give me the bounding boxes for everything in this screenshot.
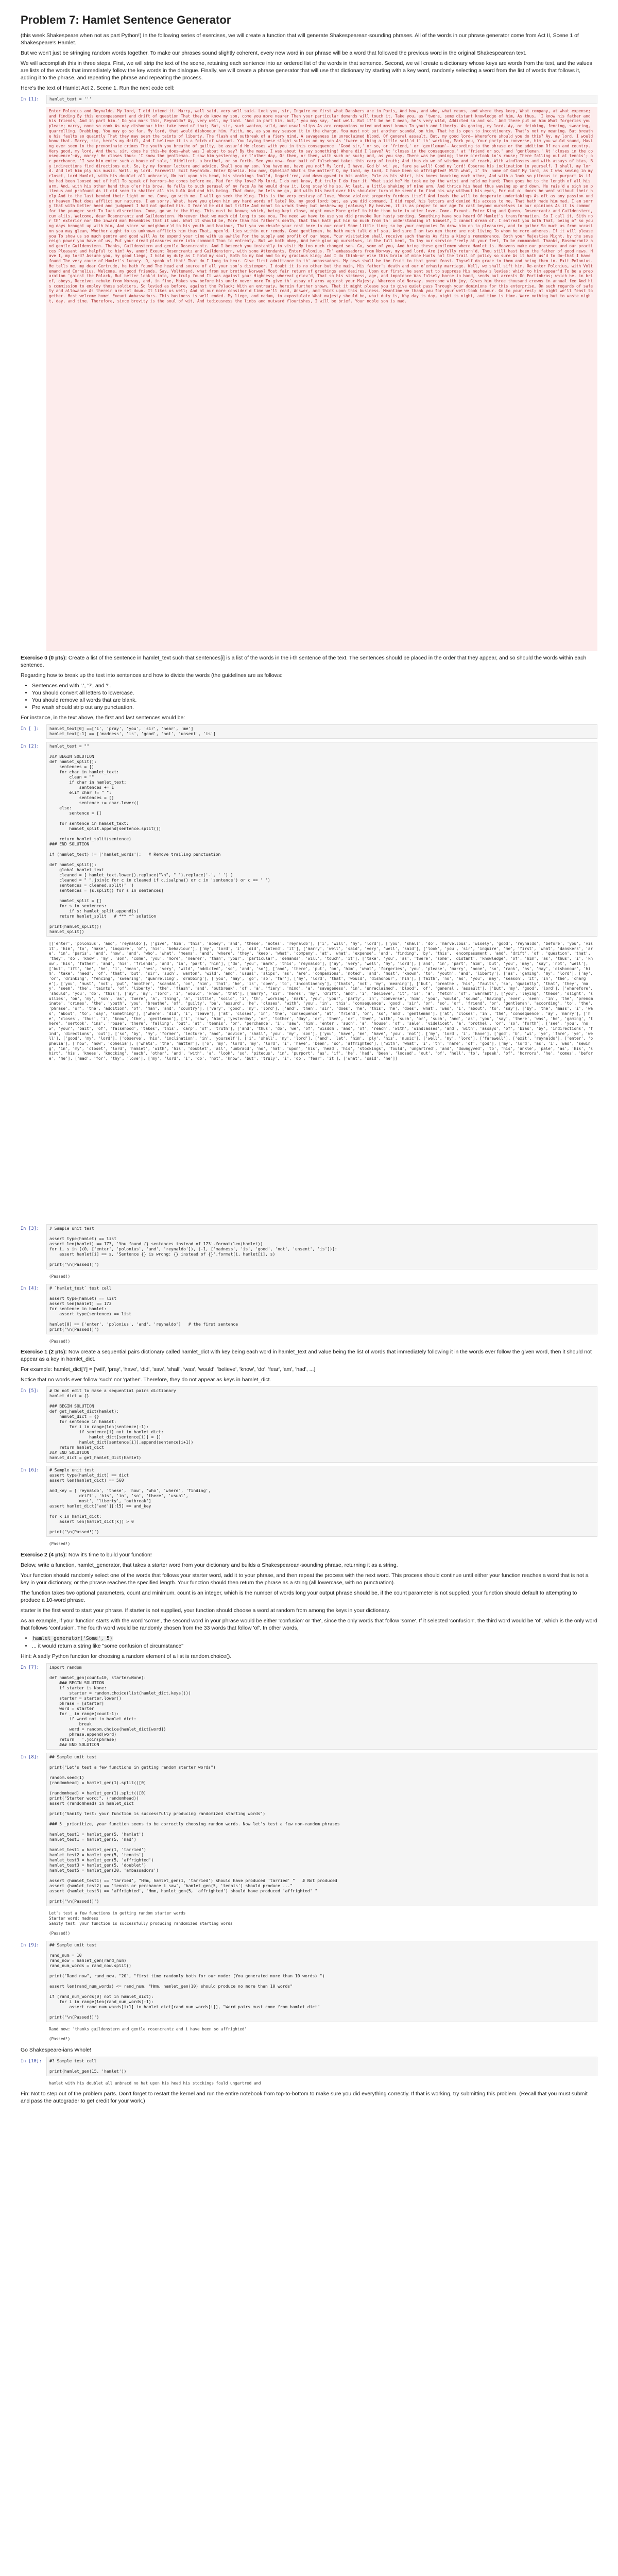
- output-final: [21, 2079, 597, 2088]
- cell-prompt: In [5]:: [21, 1388, 39, 1394]
- cell-prompt: In [9]:: [21, 1942, 39, 1948]
- code-cell-hamlet-dict[interactable]: [21, 1386, 597, 1463]
- exercise-1-text: Now create a sequential pairs dictionary called hamlet_dict with key being each word in hamlet_text and value being the list of words that immediately following it in the words ever follow the given word, then it should not appear as a key in hamlet_dict.: [21, 1349, 592, 1363]
- cell-prompt: In [4]:: [21, 1285, 39, 1291]
- exercise-2-examples: [32, 1635, 597, 1650]
- cell-prompt: In [1]:: [21, 97, 39, 102]
- code-cell-hamlet-split[interactable]: [21, 742, 597, 937]
- code-editor[interactable]: hamlet_text = "" ### BEGIN SOLUTION def hamlet_split(): sentences = [] for char in hamlet_text: clean = "" if char in hamlet_text: sentences += 1 elif char != " ": sentences = [] sentence += char.lower() else: sentence = [] for sentence in hamlet_text: hamlet_split.append(sentence.split()) return hamlet_split(sentence) ### END SOLUTION if (hamlet_text) != ['hamlet_words']: # Remove trailing punctuation def hamlet_split(): global hamlet_text cleaned = [ hamlet_text.lower().replace("\n", " ").replace('-', ' ') ] cleaned = " ".join(c for c in cleaned if c.isalpha() or c in 'sentence') or c == ' ') sentences = cleaned.split(' ') sentences = [s.split() for s in sentences] hamlet_split = [] for s in sentences: if s: hamlet_split.append(s) return hamlet_split # *** ^^ solution print(hamlet_split()) hamlet_split(): [46, 742, 597, 937]
- code-editor[interactable]: import random def hamlet_gen(count=10, starter=None): ### BEGIN SOLUTION if starter is None: starter = random.choice(list(hamlet_dict.keys())) starter = starter.lower() phrase = [starter] word = starter for _ in range(count-1): if word not in hamlet_dict: break word = random.choice(hamlet_dict[word]) phrase.append(word) return ' '.join(phrase) ### END SOLUTION: [46, 1663, 597, 1750]
- rule-item: • Pre wash should strip out any punctuation.: [32, 704, 597, 711]
- intro-paragraph-4: Here's the text of Hamlet Act 2, Scene 1. Run the next code cell:: [21, 85, 175, 91]
- output-test-2: [21, 1337, 597, 1346]
- output-prompt: [21, 1540, 46, 1548]
- output-test-3: [21, 1540, 597, 1548]
- exercise-2-text: Now it's time to build your function!: [68, 1552, 152, 1558]
- code-cell-hamlet-text[interactable]: [21, 95, 597, 104]
- code-cell-test-3[interactable]: [21, 1466, 597, 1537]
- intro-paragraph-1: (this week Shakespeare when not as part Python!) In the following series of exercises, we will create a function that will generate Shakespearean-sounding phrases. All of the words in our phrase generator come from Act II, Scene 1 of Shakespeare's Hamlet.: [21, 32, 579, 46]
- exercise-1-note: Notice that no words ever follow 'such' nor 'gather'. Therefore, they do not appear as keys in hamlet_dict.: [21, 1377, 271, 1383]
- cell-prompt: In [ ]:: [21, 726, 39, 732]
- exercise-0-description: [21, 654, 597, 669]
- output-text: hamlet with his doublet all unbracd no hat upon his head his stockings fould ungartred and: [49, 2080, 261, 2086]
- exercise-1-description: [21, 1348, 597, 1363]
- output-test-1: [21, 1273, 597, 1281]
- code-editor[interactable]: ## Sample unit test rand_num = 10 rand_now = hamlet_gen(rand_num) rand_num_words = rand_now.split() print("Rand now", rand_now, "20", "first time randomly both for our mode: (You generated more than 10 words) ") assert len(rand_num_words) <= rand_num, "Hmm, hamlet_gen(10) should produce no more than 10 words" if (rand_num_words[0] not in hamlet_dict): for i in range(len(rand_num_words)-1): assert rand_num_words[i+1] in hamlet_dict[rand_num_words[i]], "Word pairs must come from hamlet_dict" print("\n(Passed!)"): [46, 1941, 597, 2022]
- output-prompt: [21, 107, 46, 651]
- output-prompt: [21, 1273, 46, 1281]
- exercise-2-hint: Hint: A sadly Python function for choosing a random element of a list is random.choice().: [21, 1653, 232, 1660]
- example-item: [32, 1635, 597, 1642]
- exercise-0-rules-intro: Regarding how to break up the text into sentences and how to divide the words (the guidelines are as follows:: [21, 672, 283, 679]
- cell-prompt: In [7]:: [21, 1665, 39, 1671]
- code-cell-test-2[interactable]: [21, 1284, 597, 1334]
- output-prompt: [21, 1909, 46, 1938]
- final-note: Fin: Not to step out of the problem parts. Don't forget to restart the kernel and run the entire notebook from top-to-bottom to make sure you did everything correctly. If that is working, try submitting this problem. (Recall that you must submit and pass the autograder to get credit for your work.): [21, 2091, 588, 2105]
- code-editor[interactable]: hamlet_text[0] ==['i', 'pray', 'you', 'sir', 'hear', 'me'] hamlet_text[-1] == ['madness', 'is', 'good', 'not', 'unsent', 'is']: [46, 724, 597, 739]
- output-hamlet-text: [21, 107, 597, 651]
- output-prompt: [21, 1337, 46, 1346]
- output-text: (Passed!): [49, 1274, 71, 1279]
- code-editor[interactable]: # `hamlet_test` test cell assert type(hamlet) == list assert len(hamlet) == 173 for sentence in hamlet: assert type(sentence) == list hamlet[0] == ['enter', 'polonius', 'and', 'reynaldo'] # the first sentence print("\n(Passed!)"): [46, 1284, 597, 1334]
- exercise-2-p3: The function takes two optional parameters, count and minimum. count is an integer, which is the number of words long your output phrase should be, if the count parameter is not supplied, your function should default to attempting to produce a 10-word phrase.: [21, 1590, 577, 1604]
- code-cell-test-1[interactable]: [21, 1224, 597, 1269]
- output-text: [['enter', 'polonius', 'and', 'reynaldo'], ['give', 'him', 'this', 'money', 'and', 'these', 'notes', 'reynaldo'], ['i', 'will', 'my', 'lord'], ['you', 'shall', 'do', 'marvellous', 'wisely', 'good', 'reynaldo', 'before', 'you', 'visit', 'him', 'to', 'make', 'inquire', 'of', 'his', 'behaviour'], ['my', 'lord', 'i', 'did', 'intend', 'it'], ['marry', 'well', 'said', 'very', 'well', 'said'], ['look', 'you', 'sir', 'inquire', 'me', 'first', 'what', 'danskers', 'are', 'in', 'paris', 'and', 'how', 'and', 'who', 'what', 'means', 'and', 'where', 'they', 'keep', 'what', 'company', 'at', 'what', 'expense', 'and', 'finding', 'by', 'this', 'encompassment', 'and', 'drift', 'of', 'question', 'that', 'they', 'do', 'know', 'my', 'son', 'come', 'you', 'more', 'nearer', 'than', 'your', 'particular', 'demands', 'will', 'touch', 'it'], ['take', 'you', 'as', 'twere', 'some', 'distant', 'knowledge', 'of', 'him', 'as', 'thus', 'i', 'know', 'his', 'father', 'and', 'his', 'friends', 'and', 'in', 'part', 'him'], ['do', 'you', 'mark', 'this', 'reynaldo'], ['ay', 'very', 'well', 'my', 'lord'], ['and', 'in', 'part', 'him', 'but', 'you', 'may', 'say', 'not', 'well'], ['but', 'ift', 'be', 'he', 'i', 'mean', 'hes', 'very', 'wild', 'addicted', 'so', 'and', 'so'], ['and', 'there', 'put', 'on', 'him', 'what', 'forgeries', 'you', 'please', 'marry', 'none', 'so', 'rank', 'as', 'may', 'dishonour', 'him', 'take', 'heed', 'of', 'that', 'but', 'sir', 'such', 'wanton', 'wild', 'and', 'usual', 'slips', 'as', 'are', 'companions', 'noted', 'and', 'most', 'known', 'to', 'youth', 'and', 'liberty'], ['as', 'gaming', 'my', 'lord'], ['ay', 'or', 'drinking', 'fencing', 'swearing', 'quarrelling', 'drabbing'], ['you', 'may', 'go', 'so', 'far'], ['my', 'lord', 'that', 'would', 'dishonour', 'him'], ['faith', 'no', 'as', 'you', 'may', 'season', 'it', 'in', 'the', 'charge'], ['you', 'must', 'not', 'put', 'another', 'scandal', 'on', 'him', 'that', 'he', 'is', 'open', 'to', 'incontinency'], ['thats', 'not', 'my', 'meaning'], ['but', 'breathe', 'his', 'faults', 'so', 'quaintly', 'that', 'they', 'may', 'seem', 'the', 'taints', 'of', 'liberty', 'the', 'flash', 'and', 'outbreak', 'of', 'a', 'fiery', 'mind', 'a', 'savageness', 'in', 'unreclaimed', 'blood', 'of', 'general', 'assault'], ['but', 'my', 'good', 'lord'], ['wherefore', 'should', 'you', 'do', 'this'], ['ay', 'my', 'lord', 'i', 'would', 'know', 'that'], ['marry', 'sir', 'heres', 'my', 'drift', 'and', 'i', 'believe', 'it', 'is', 'a', 'fetch', 'of', 'warrant'], ['you', 'laying', 'these', 'slight', 'sullies', 'on', 'my', 'son', 'as', 'twere', 'a', 'thing', 'a', 'little', 'soild', 'i', 'th', 'working', 'mark', 'you', 'your', 'party', 'in', 'converse', 'him', 'you', 'would', 'sound', 'having', 'ever', 'seen', 'in', 'the', 'prenominate', 'crimes', 'the', 'youth', 'you', 'breathe', 'of', 'guilty', 'be', 'assurd', 'he', 'closes', 'with', 'you', 'in', 'this', 'consequence', 'good', 'sir', 'or', 'so', 'or', 'friend', 'or', 'gentleman', 'according', 'to', 'the', 'phrase', 'or', 'the', 'addition', 'of', 'man', 'and', 'country'], ['very', 'good', 'my', 'lord'], ['and', 'then', 'sir', 'does', 'he', 'this', 'he', 'does', 'what', 'was', 'i', 'about', 'to', 'say'], ['by', 'the', 'mass', 'i', 'was', 'about', 'to', 'say', 'something'], ['where', 'did', 'i', 'leave'], ['at', 'closes', 'in', 'the', 'consequence', 'at', 'friend', 'or', 'so', 'and', 'gentleman'], ['at', 'closes', 'in', 'the', 'consequence', 'ay', 'marry'], ['he', 'closes', 'thus', 'i', 'know', 'the', 'gentleman'], ['i', 'saw', 'him', 'yesterday', 'or', 'tother', 'day', 'or', 'then', 'or', 'then', 'with', 'such', 'or', 'such', 'and', 'as', 'you', 'say', 'there', 'was', 'he', 'gaming', 'there', 'oertook', 'ins', 'rouse', 'there', 'falling', 'out', 'at', 'tennis', 'or', 'perchance', 'i', 'saw', 'him', 'enter', 'such', 'a', 'house', 'of', 'sale', 'videlicet', 'a', 'brothel', 'or', 'so', 'forth'], ['see', 'you', 'now', 'your', 'bait', 'of', 'falsehood', 'takes', 'this', 'carp', 'of', 'truth'], ['and', 'thus', 'do', 'we', 'of', 'wisdom', 'and', 'of', 'reach', 'with', 'windlasses', 'and', 'with', 'assays', 'of', 'bias', 'by', 'indirections', 'find', 'directions', 'out'], ['so', 'by', 'my', 'former', 'lecture', 'and', 'advice', 'shall', 'you', 'my', 'son'], ['you', 'have', 'me', 'have', 'you', 'not'], ['my', 'lord', 'i', 'have'], ['god', 'b', 'wi', 'ye', 'fare', 'ye', 'well'], ['good', 'my', 'lord'], ['observe', 'his', 'inclination', 'in', 'yourself'], ['i', 'shall', 'my', 'lord'], ['and', 'let', 'him', 'ply', 'his', 'music'], ['well', 'my', 'lord'], ['farewell'], ['exit', 'reynaldo'], ['enter', 'ophelia'], ['how', 'now', 'ophelia'], ['whats', 'the', 'matter'], ['o', 'my', 'lord', 'my', 'lord', 'i', 'have', 'been', 'so', 'affrighted'], ['with', 'what', 'i', 'th', 'name', 'of', 'god'], ['my', 'lord', 'as', 'i', 'was', 'sewing', 'in', 'my', 'closet', 'lord', 'hamlet', 'with', 'his', 'doublet', 'all', 'unbracd', 'no', 'hat', 'upon', 'his', 'head', 'his', 'stockings', 'fould', 'ungartred', 'and', 'downgyved', 'to', 'his', 'ankle', 'pale', 'as', 'his', 'shirt', 'his', 'knees', 'knocking', 'each', 'other', 'and', 'with', 'a', 'look', 'so', 'piteous', 'in', 'purport', 'as', 'if', 'he', 'had', 'been', 'loosed', 'out', 'of', 'hell', 'to', 'speak', 'of', 'horrors', 'he', 'comes', 'before', 'me'], ['mad', 'for', 'thy', 'love'], ['my', 'lord', 'i', 'do', 'not', 'know', 'but', 'truly', 'i', 'do', 'fear', 'it'], ['what', 'said', 'he']]: [49, 941, 595, 1061]
- example-item: • ... it would return a string like "some confusion of circumstance": [32, 1642, 597, 1650]
- exercise-0-example-intro: For instance, in the text above, the first and last sentences would be:: [21, 715, 185, 721]
- exercise-2-p2: Your function should randomly select one of the words that follows your starter word, add it to your phrase, and then repeat the process with the next word. This process should continue until either your function reaches a word that is not a key in your dictionary, or the phrase reaches the specified length. Your function should then return the phrase as a string (all lowercase, with no punctuation).: [21, 1572, 589, 1586]
- exercise-0-rules: [32, 682, 597, 711]
- code-cell-test-4[interactable]: [21, 1753, 597, 1906]
- code-editor[interactable]: # Sample unit test assert type(hamlet) == list assert len(hamlet) == 173, 'You found {} sentences instead of 173'.format(len(hamlet)) for i, s in [(0, ['enter', 'polonius', 'and', 'reynaldo']), (-1, ['madness', 'is', 'good', 'not', 'unsent', 'is'])]: assert hamlet[i] == s, 'Sentence {} is wrong: {} instead of {}'.format(i, hamlet[i], s) print("\n(Passed!)"): [46, 1224, 597, 1269]
- exercise-0-text: Create a list of the sentence in hamlet_text such that sentences[i] is a list of the words in the i-th sentence of the text. The sentences should be placed in the order that they appear, and so should the words within each sentence.: [21, 655, 587, 668]
- cell-prompt: In [6]:: [21, 1468, 39, 1473]
- exercise-2-lead: Exercise 2 (4 pts):: [21, 1552, 67, 1558]
- cell-prompt: In [10]:: [21, 2058, 42, 2064]
- code-cell-hamlet-gen[interactable]: [21, 1663, 597, 1750]
- rule-item: • You should remove all words that are blank.: [32, 697, 597, 704]
- exercise-0-lead: Exercise 0 (0 pts):: [21, 655, 67, 661]
- exercise-2-p5: As an example, if your function starts with the word 'so'me', the second word in your phrase would be either 'confusion' or 'the', since the only words that follow 'some'. If it selected 'confusion', the third word would be 'of', which is the only word that follows 'confusion'. The fourth word would be randomly chosen from the 33 words that follow 'of'. In other words,: [21, 1618, 597, 1632]
- code-editor[interactable]: # Sample unit test assert type(hamlet_dict) == dict assert len(hamlet_dict) == 560 and_key = ['reynaldo', 'these', 'how', 'who', 'where', 'finding', 'drift', 'his', 'in', 'so', 'there', 'usual', 'most', 'liberty', 'outbreak'] assert hamlet_dict['and'][:15] == and_key for k in hamlet_dict: assert len(hamlet_dict[k]) > 0 print("\n(Passed!)"): [46, 1466, 597, 1537]
- rule-item: • Sentences end with '.', '?', and '!'.: [32, 682, 597, 689]
- cell-prompt: In [2]:: [21, 744, 39, 749]
- output-hamlet-split: [21, 940, 597, 1221]
- note-after: Go Shakespeare-ians Whole!: [21, 2046, 92, 2053]
- output-test-4: [21, 1909, 597, 1938]
- code-cell-final[interactable]: [21, 2057, 597, 2076]
- output-prompt: [21, 2079, 46, 2088]
- code-editor[interactable]: #? Sample test cell print(hamlet_gen(15, 'hamlet')): [46, 2057, 597, 2076]
- output-prompt: [21, 2025, 46, 2043]
- output-text: (Passed!): [49, 1541, 71, 1547]
- code-cell-example[interactable]: [21, 724, 597, 739]
- cell-prompt: In [3]:: [21, 1226, 39, 1231]
- exercise-2-p4: starter is the first word to start your phrase. If starter is not supplied, your function should choose a word at random from among the keys in your dictionary.: [21, 1607, 390, 1614]
- code-editor[interactable]: # Do not edit to make a sequential pairs dictionary hamlet_dict = {} ### BEGIN SOLUTION def get_hamlet_dict(hamlet): hamlet_dict = {} for sentence in hamlet: for i in range(len(sentence)-1): if sentence[i] not in hamlet_dict: hamlet_dict[sentence[i]] = [] hamlet_dict[sentence[i]].append(sentence[i+1]) return hamlet_dict ### END SOLUTION hamlet_dict = get_hamlet_dict(hamlet): [46, 1386, 597, 1463]
- exercise-2-description: [21, 1551, 597, 1558]
- exercise-2-p1: Below, write a function, hamlet_generator, that takes a starter word from your dictionary and builds a Shakespearean-sounding phrase, returning it as a string.: [21, 1562, 398, 1569]
- output-text: Let's test a few functions in getting random starter words Starter word: madness Sanity test: your function is successfully producing randomized starting words (Passed!): [49, 1911, 233, 1936]
- output-test-5: [21, 2025, 597, 2043]
- cell-prompt: In [8]:: [21, 1755, 39, 1760]
- intro-paragraph-2: But we won't just be stringing random words together. To make our phrases sound slightly coherent, every new word in our phrase will be a word that followed the previous word in the original Shakespearean text.: [21, 50, 527, 56]
- code-editor[interactable]: ## Sample unit test print("Let's test a few functions in getting random starter words") random.seed(1) (randomhead) = hamlet_gen(1).split()[0] (randomhead) = hamlet_gen(1).split()[0] print("Starter word:", (randomhead)) assert (randomhead) in hamlet_dict print("Sanity test: your function is successfully producing randomized starting words") ### 5 _prioritize, your function seems to be correctly choosing random words. Now let's test a few non-random phrases hamlet_test1 = hamlet_gen(5, 'hamlet') hamlet_test1 = hamlet_gen(5, 'mad') hamlet_test1 = hamlet_gen(1, 'tarried') hamlet_test2 = hamlet_gen(5, 'tennis') hamlet_test3 = hamlet_gen(5, 'affrighted') hamlet_test3 = hamlet_gen(5, 'doublet') hamlet_test5 = hamlet_gen(20, 'ambassadors') assert (hamlet_test1) == 'tarried', "Hmm, hamlet_gen(1, 'tarried') should have produced 'tarried' " # Not produced assert (hamlet_test2) == 'tennis or perchance i saw', "hamlet_gen(5, 'tennis') should produce ..." assert (hamlet_test3) == 'affrighted', "Hmm, hamlet_gen(5, 'affrighted') should have produced 'affrighted' " print("\n(Passed!)"): [46, 1753, 597, 1906]
- code-cell-test-5[interactable]: [21, 1941, 597, 2022]
- output-text: (Passed!): [49, 1338, 71, 1344]
- exercise-1-lead: Exercise 1 (2 pts):: [21, 1349, 67, 1355]
- rule-item: • You should convert all letters to lowercase.: [32, 689, 597, 697]
- code-editor[interactable]: hamlet_text = ''': [46, 95, 597, 104]
- output-prompt: [21, 940, 46, 1221]
- page-title: Problem 7: Hamlet Sentence Generator: [21, 13, 231, 26]
- exercise-1-example: For example: hamlet_dict['i'] = ['will', 'pray', 'have', 'did', 'saw', 'shall', 'was', 'would', 'believe', 'know', 'do', 'fear', 'am', 'had', ...]: [21, 1366, 316, 1373]
- output-text: Enter Polonius and Reynaldo. My lord, I did intend it. Marry, well said, very well said. Look you, sir, Inquire me first what Danskers are in Paris, And how, and who, what means, and where they keep, What company, at what expense; and finding By this encompassment and drift of question That they do know my son, come you more nearer Than your particular demands will touch it. Take you, as 'twere, some distant knowledge of him, As thus, 'I know his father and his friends, And in part him.' Do you mark this, Reynaldo? Ay, very well, my lord. 'And in part him, but,' you may say, 'not well. But if't be he I mean, he's very wild, Addicted so and so.' And there put on him What forgeries you please; marry, none so rank As may dishonour him; take heed of that; But, sir, such wanton, wild, and usual slips As are companions noted and most known To youth and liberty. As gaming, my lord. Ay, or drinking, fencing, swearing, quarrelling, Drabbing. You may go so far. My lord, that would dishonour him. Faith, no, as you may season it in the charge. You must not put another scandal on him, That he is open to incontinency. That's not my meaning. But breathe his faults so quaintly That they may seem the taints of liberty, The flash and outbreak of a fiery mind, A savageness in unreclaimed blood, Of general assault. But, my good lord— Wherefore should you do this? Ay, my lord, I would know that. Marry, sir, here's my drift, And I believe it is a fetch of warrant. You laying these slight sullies on my son As 'twere a thing a little soil'd i' th' working, Mark you, Your party in converse, him you would sound, Having ever seen in the prenominate crimes The youth you breathe of guilty, be assur'd He closes with you in this consequence: 'Good sir,' or so, or 'friend,' or 'gentleman'— According to the phrase or the addition Of man and country. Very good, my lord. And then, sir, does he this—he does—what was I about to say? By the mass, I was about to say something! Where did I leave? At 'closes in the consequence,' at 'friend or so,' and 'gentleman.' At 'closes in the consequence'—Ay, marry! He closes thus: 'I know the gentleman. I saw him yesterday, or t'other day, Or then, or then, with such or such; and, as you say, There was he gaming; there o'ertook in's rouse; There falling out at tennis'; or perchance, 'I saw him enter such a house of sale,' Videlicet, a brothel, or so forth. See you now— Your bait of falsehood takes this carp of truth; And thus do we of wisdom and of reach, With windlasses and with assays of bias, By indirections find directions out. So, by my former lecture and advice, Shall you my son. You have me, have you not? My lord, I have. God b' wi' ye, fare ye well! Good my lord! Observe his inclination in yourself. I shall, my lord. And let him ply his music. Well, my lord. Farewell! Exit Reynaldo. Enter Ophelia. How now, Ophelia? What's the matter? O, my lord, my lord, I have been so affrighted! With what, i' th' name of God? My lord, as I was sewing in my closet, Lord Hamlet, with his doublet all unbrac'd, No hat upon his head, his stockings foul'd, Ungart'red, and down-gyved to his ankle; Pale as his shirt, his knees knocking each other, And with a look so piteous in purport As if he had been loosed out of hell To speak of horrors—he comes before me. Mad for thy love? My lord, I do not know, But truly I do fear it. What said he? He took me by the wrist and held me hard; Then goes he to the length of all his arm, And, with his other hand thus o'er his brow, He falls to such perusal of my face As he would draw it. Long stay'd he so. At last, a little shaking of mine arm, And thrice his head thus waving up and down, He rais'd a sigh so piteous and profound As it did seem to shatter all his bulk And end his being. That done, he lets me go, And with his head over his shoulder turn'd He seem'd to find his way without his eyes, For out o' doors he went without their help And to the last bended their light on me. Come, go with me. I will go seek the King. This is the very ecstasy of love, Whose violent property fordoes itself And leads the will to desperate undertakings As oft as any passion under heaven That does afflict our natures. I am sorry. What, have you given him any hard words of late? No, my good lord; but, as you did command, I did repel his letters and denied His access to me. That hath made him mad. I am sorry that with better heed and judgment I had not quoted him. I fear'd he did but trifle And meant to wrack thee; but beshrew my jealousy! By heaven, it is as proper to our age To cast beyond ourselves in our opinions As it is common for the younger sort To lack discretion. Come, go we to the King. This must be known; which, being kept close, might move More grief to hide than hate to utter love. Come. Exeunt. Enter King and Queen, Rosencrantz and Guildenstern, cum aliis. Welcome, dear Rosencrantz and Guildenstern. Moreover that we much did long to see you, The need we have to use you did provoke Our hasty sending. Something have you heard Of Hamlet's transformation. So I call it, Sith nor th' exterior nor the inward man Resembles that it was. What it should be, More than his father's death, that thus hath put him So much from th' understanding of himself, I cannot dream of. I entreat you both That, being of so young days brought up with him, And since so neighbour'd to his youth and haviour, That you vouchsafe your rest here in our court Some little time; so by your companies To draw him on to pleasures, and to gather So much as from occasion you may glean, Whether aught to us unknown afflicts him thus That, open'd, lies within our remedy. Good gentlemen, he hath much talk'd of you, And sure I am two men there are not living To whom he more adheres. If it will please you To show us so much gentry and good will As to expend your time with us awhile For the supply and profit of our hope, Your visitation shall receive such thanks As fits a king's remembrance. Both your Majesties Might, by the sovereign power you have of us, Put your dread pleasures more into command Than to entreaty. But we both obey, And here give up ourselves, in the full bent, To lay our service freely at your feet, To be commanded. Thanks, Rosencrantz and gentle Guildenstern. Thanks, Guildenstern and gentle Rosencrantz. And I beseech you instantly to visit My too much changed son. Go, some of you, And bring these gentlemen where Hamlet is. Heavens make our presence and our practices Pleasant and helpful to him! Ay, amen! Exeunt Rosencrantz and Guildenstern, with some Attendants. Enter Polonius. Th' ambassadors from Norway, my good lord, Are joyfully return'd. Thou still hast been the father of good news. Have I, my lord? Assure you, my good liege, I hold my duty as I hold my soul, Both to my God and to my gracious king; And I do think—or else this brain of mine Hunts not the trail of policy so sure As it hath us'd to do—that I have found The very cause of Hamlet's lunacy. O, speak of that! That do I long to hear. Give first admittance to th' ambassadors. My news shall be the fruit to that great feast. Thyself do grace to them and bring them in. Exit Polonius. He tells me, my dear Gertrude, he hath found The head and source of all your son's distemper. I doubt it is no other but the main, His father's death and our o'erhasty marriage. Well, we shall sift him. Re-enter Polonius, with Voltemand and Cornelius. Welcome, my good friends. Say, Voltemand, what from our brother Norway? Most fair return of greetings and desires. Upon our first, he sent out to suppress His nephew's levies; which to him appear'd To be a preparation 'gainst the Polack, But better look'd into, he truly found It was against your Highness; whereat griev'd, That so his sickness, age, and impotence Was falsely borne in hand, sends out arrests On Fortinbras; which he, in brief, obeys, Receives rebuke from Norway, and, in fine, Makes vow before his uncle never more To give th' assay of arms against your Majesty. Whereon old Norway, overcome with joy, Gives him three thousand crowns in annual fee And his commission to employ those soldiers, So levied as before, against the Polack; With an entreaty, herein further shown, That it might please you to give quiet pass Through your dominions for this enterprise, On such regards of safety and allowance As therein are set down. It likes us well; And at our more consider'd time we'll read, Answer, and think upon this business. Meantime we thank you for your well-took labour. Go to your rest; at night we'll feast together. Most welcome home! Exeunt Ambassadors. This business is well ended. My liege, and madam, to expostulate What majesty should be, what duty is, Why day is day, night is night, and time is time. Were nothing but to waste night, day, and time. Therefore, since brevity is the soul of wit, And tediousness the limbs and outward flourishes, I will be brief. Your noble son is mad.: [46, 107, 597, 651]
- output-text: Rand now: 'thanks guildenstern and gentle rosencrantz and i have been so affrighted' (Passed!): [49, 2026, 247, 2042]
- example-code: hamlet_generator('Some', 5): [33, 1636, 113, 1642]
- intro-paragraph-3: We will accomplish this in three steps. First, we will strip the text of the scene, retaining each sentence into an ordered list of the words in that sentence. Second, we will create a dictionary whose keys are words from the text, and the values are lists of the words that immediately follow the key words in the dialogue. Finally, we will create a phrase generator that will use that dictionary by starting with a key word, randomly selecting a word from the list of words that follows it, adding it to the phrase, and repeating the phrase and repeating the process.: [21, 60, 592, 81]
